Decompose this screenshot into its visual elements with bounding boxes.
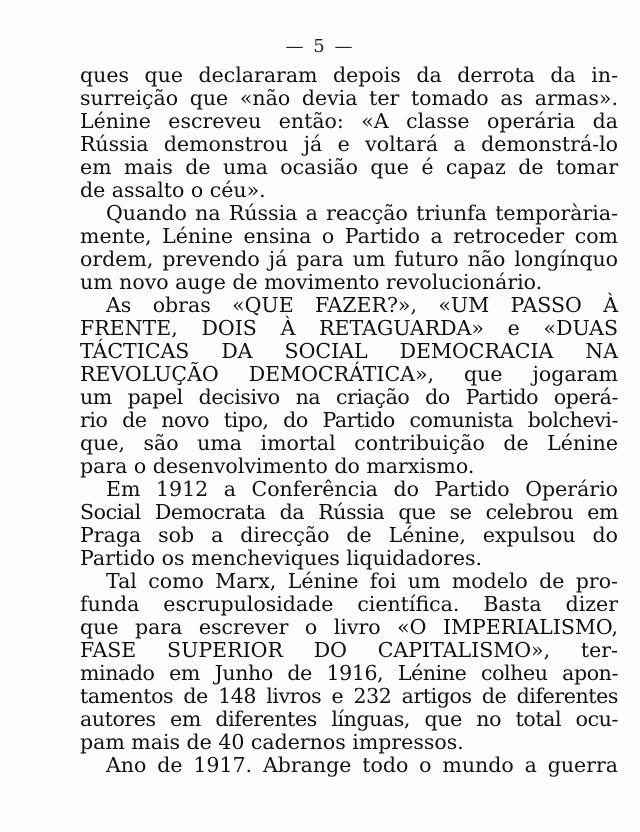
- text-line: ordem, prevendo já para um futuro não longínquo: [80, 247, 618, 271]
- paragraph-1: [80, 64, 618, 202]
- text-line: autores em diferentes línguas, que no total ocu-: [80, 707, 618, 731]
- text-line: em mais de uma ocasião que é capaz de tomar: [80, 155, 618, 179]
- text-line: que para escrever o livro «O IMPERIALISMO,: [80, 615, 618, 639]
- text-line: FASE SUPERIOR DO CAPITALISMO», ter-: [80, 638, 618, 662]
- text-line: TÁCTICAS DA SOCIAL DEMOCRACIA NA: [80, 339, 618, 363]
- body-text: [80, 64, 618, 777]
- text-line: Tal como Marx, Lénine foi um modelo de pro-: [106, 569, 618, 593]
- paragraph-6: [80, 754, 618, 777]
- text-line: Quando na Rússia a reacção triunfa temporària-: [106, 201, 618, 225]
- text-line: um papel decisivo na criação do Partido operá-: [80, 385, 618, 409]
- text-line: As obras «QUE FAZER?», «UM PASSO À: [106, 293, 618, 317]
- text-line: rio de novo tipo, do Partido comunista bolchevi-: [80, 408, 618, 432]
- text-line: minado em Junho de 1916, Lénine colheu apon-: [80, 661, 618, 685]
- text-line: surreição que «não devia ter tomado as armas».: [80, 86, 618, 110]
- text-line: Ano de 1917. Abrange todo o mundo a guerra: [106, 753, 618, 777]
- text-line: pam mais de 40 cadernos impressos.: [80, 730, 464, 754]
- text-line: de assalto o céu».: [80, 178, 266, 202]
- text-line: funda escrupulosidade científica. Basta dizer: [80, 592, 618, 616]
- text-line: mente, Lénine ensina o Partido a retroceder com: [80, 224, 618, 248]
- text-line: tamentos de 148 livros e 232 artigos de diferentes: [80, 684, 618, 708]
- paragraph-5: [80, 570, 618, 754]
- text-line: Lénine escreveu então: «A classe operária da: [80, 109, 618, 133]
- text-line: que, são uma imortal contribuição de Lénine: [80, 431, 618, 455]
- text-line: Rússia demonstrou já e voltará a demonstrá-lo: [80, 132, 618, 156]
- paragraph-4: [80, 478, 618, 570]
- text-line: para o desenvolvimento do marxismo.: [80, 454, 475, 478]
- text-line: Praga sob a direcção de Lénine, expulsou do: [80, 523, 618, 547]
- text-line: ques que declararam depois da derrota da in-: [80, 63, 618, 87]
- text-line: Social Democrata da Rússia que se celebrou em: [80, 500, 618, 524]
- text-line: um novo auge de movimento revolucionário.: [80, 270, 543, 294]
- paragraph-2: [80, 202, 618, 294]
- page-number: — 5 —: [285, 36, 355, 57]
- text-line: Em 1912 a Conferência do Partido Operário: [106, 477, 618, 501]
- text-line: REVOLUÇÃO DEMOCRÁTICA», que jogaram: [80, 362, 618, 386]
- text-line: FRENTE, DOIS À RETAGUARDA» e «DUAS: [80, 316, 618, 340]
- text-line: Partido os mencheviques liquidadores.: [80, 546, 483, 570]
- paragraph-3: [80, 294, 618, 478]
